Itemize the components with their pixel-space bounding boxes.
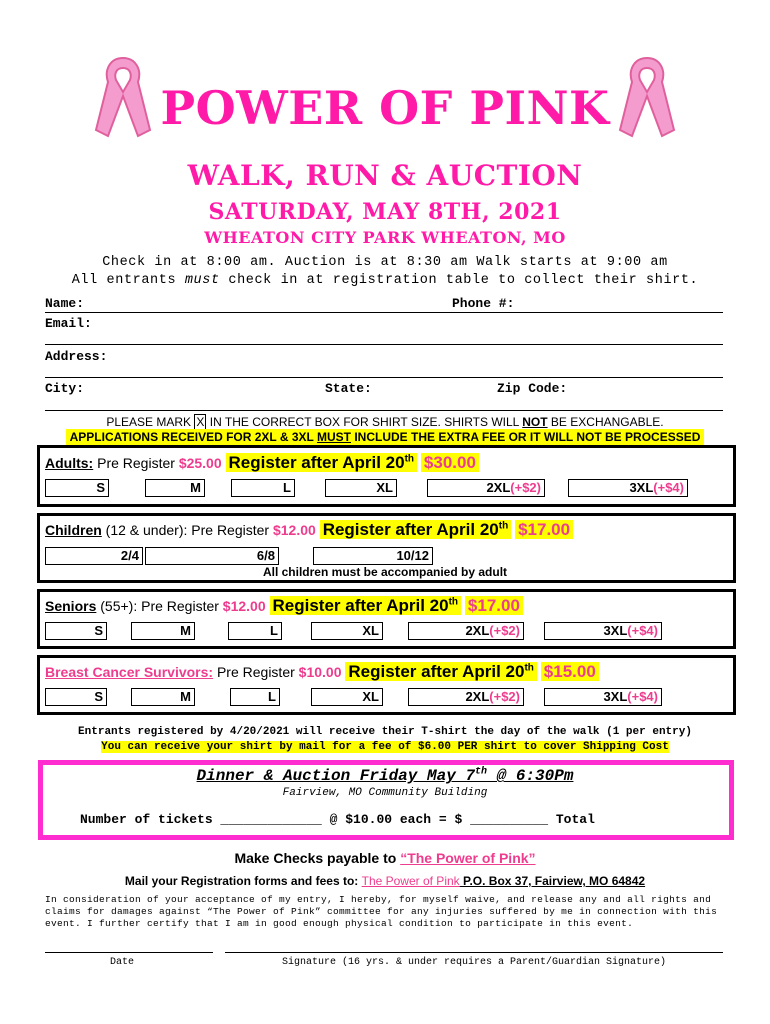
size-label: S bbox=[94, 623, 103, 638]
city-label: City: bbox=[45, 381, 85, 396]
size-label: L bbox=[270, 623, 278, 638]
checks-payable: Make Checks payable to “The Power of Pink” bbox=[234, 850, 536, 866]
ticket-count-field[interactable]: Number of tickets _____________ @ $10.00 each = $ __________ Total bbox=[80, 812, 595, 827]
size-label: 3XL bbox=[603, 689, 628, 704]
survivors-size-box-xl[interactable] bbox=[311, 688, 383, 706]
date-label: Date bbox=[110, 957, 135, 968]
seniors-size-box-l[interactable] bbox=[228, 622, 282, 640]
address-label: Address: bbox=[45, 349, 108, 364]
zip-label: Zip Code: bbox=[497, 381, 568, 396]
adults-size-box-2xl[interactable] bbox=[427, 479, 545, 497]
survivors-size-box-m[interactable] bbox=[131, 688, 195, 706]
children-note: All children must be accompanied by adult bbox=[262, 565, 508, 579]
size-label: 2XL bbox=[486, 480, 511, 495]
seniors-size-box-3xl[interactable] bbox=[544, 622, 662, 640]
size-label: M bbox=[180, 623, 191, 638]
children-heading: Children (12 & under): Pre Register $12.00 Register after April 20th $17.00 bbox=[45, 520, 573, 540]
city-state-zip-line[interactable] bbox=[45, 410, 723, 411]
size-extra-fee: (+$4) bbox=[627, 689, 658, 704]
event-location: WHEATON CITY PARK WHEATON, MO bbox=[204, 228, 566, 247]
email-line[interactable] bbox=[45, 344, 723, 345]
size-label: 2/4 bbox=[120, 548, 139, 563]
signature-line[interactable] bbox=[225, 952, 723, 953]
survivors-heading: Breast Cancer Survivors: Pre Register $10.00 Register after April 20th $15.00 bbox=[45, 662, 599, 682]
seniors-size-box-s[interactable] bbox=[45, 622, 107, 640]
application-notice: APPLICATIONS RECEIVED FOR 2XL & 3XL MUST INCLUDE THE EXTRA FEE OR IT WILL NOT BE PROCESSED bbox=[0, 430, 770, 444]
survivors-size-box-2xl[interactable] bbox=[408, 688, 524, 706]
survivors-size-box-l[interactable] bbox=[230, 688, 280, 706]
size-label: 3XL bbox=[629, 480, 654, 495]
checkin-info: Check in at 8:00 am. Auction is at 8:30 am Walk starts at 9:00 am bbox=[102, 255, 668, 270]
shipping-note: You can receive your shirt by mail for a fee of $6.00 PER shirt to cover Shipping Cost bbox=[101, 741, 669, 753]
size-label: XL bbox=[362, 623, 379, 638]
size-extra-fee: (+$2) bbox=[489, 623, 520, 638]
entrants-note: Entrants registered by 4/20/2021 will receive their T-shirt the day of the walk (1 per entry) bbox=[78, 726, 692, 738]
phone-label: Phone #: bbox=[452, 296, 515, 311]
shirt-size-notice: PLEASE MARK X IN THE CORRECT BOX FOR SHIRT SIZE. SHIRTS WILL NOT BE EXCHANGABLE. bbox=[106, 415, 664, 429]
size-label: L bbox=[268, 689, 276, 704]
waiver-text: In consideration of your acceptance of my entry, I hereby, for myself waive, and release any and all rights and claims for damages against “The Power of Pink” committee for any injuries suffered by me in connection with this event. I further certify that I am in good enough physical condition to participate in this event. bbox=[45, 894, 718, 929]
email-label: Email: bbox=[45, 316, 92, 331]
seniors-size-box-2xl[interactable] bbox=[408, 622, 524, 640]
size-label: 10/12 bbox=[396, 548, 429, 563]
size-label: 2XL bbox=[465, 689, 490, 704]
name-label: Name: bbox=[45, 296, 85, 311]
seniors-size-box-m[interactable] bbox=[131, 622, 195, 640]
seniors-heading: Seniors (55+): Pre Register $12.00 Register after April 20th $17.00 bbox=[45, 596, 523, 616]
adults-size-box-s[interactable] bbox=[45, 479, 109, 497]
survivors-size-box-s[interactable] bbox=[45, 688, 107, 706]
size-extra-fee: (+$4) bbox=[627, 623, 658, 638]
checkin-requirement: All entrants must check in at registration table to collect their shirt. bbox=[71, 273, 699, 288]
mail-address: Mail your Registration forms and fees to: The Power of Pink P.O. Box 37, Fairview, MO 64842 bbox=[124, 874, 646, 888]
adults-size-box-xl[interactable] bbox=[325, 479, 397, 497]
size-extra-fee: (+$4) bbox=[653, 480, 684, 495]
signature-label: Signature (16 yrs. & under requires a Parent/Guardian Signature) bbox=[282, 957, 667, 968]
size-label: L bbox=[283, 480, 291, 495]
size-label: S bbox=[96, 480, 105, 495]
size-label: S bbox=[94, 689, 103, 704]
date-line[interactable] bbox=[45, 952, 213, 953]
adults-size-box-3xl[interactable] bbox=[568, 479, 688, 497]
address-line[interactable] bbox=[45, 377, 723, 378]
size-label: 3XL bbox=[603, 623, 628, 638]
adults-heading: Adults: Pre Register $25.00 Register after April 20th $30.00 bbox=[45, 453, 479, 473]
adults-size-box-l[interactable] bbox=[231, 479, 295, 497]
size-label: M bbox=[190, 480, 201, 495]
size-label: M bbox=[180, 689, 191, 704]
adults-size-box-m[interactable] bbox=[145, 479, 205, 497]
children-size-box-10-12[interactable] bbox=[313, 547, 433, 565]
event-subtitle: WALK, RUN & AUCTION bbox=[187, 159, 583, 192]
children-size-box-2-4[interactable] bbox=[45, 547, 143, 565]
name-phone-line[interactable] bbox=[45, 312, 723, 313]
children-size-box-6-8[interactable] bbox=[145, 547, 279, 565]
size-label: XL bbox=[376, 480, 393, 495]
size-label: XL bbox=[362, 689, 379, 704]
event-date: SATURDAY, MAY 8TH, 2021 bbox=[208, 199, 562, 225]
seniors-size-box-xl[interactable] bbox=[311, 622, 383, 640]
size-extra-fee: (+$2) bbox=[510, 480, 541, 495]
state-label: State: bbox=[325, 381, 372, 396]
size-label: 2XL bbox=[465, 623, 490, 638]
dinner-location: Fairview, MO Community Building bbox=[282, 787, 488, 799]
survivors-size-box-3xl[interactable] bbox=[544, 688, 662, 706]
size-extra-fee: (+$2) bbox=[489, 689, 520, 704]
dinner-title: Dinner & Auction Friday May 7th @ 6:30Pm bbox=[196, 767, 574, 786]
size-label: 6/8 bbox=[256, 548, 275, 563]
page-title: POWER OF PINK bbox=[160, 81, 610, 135]
